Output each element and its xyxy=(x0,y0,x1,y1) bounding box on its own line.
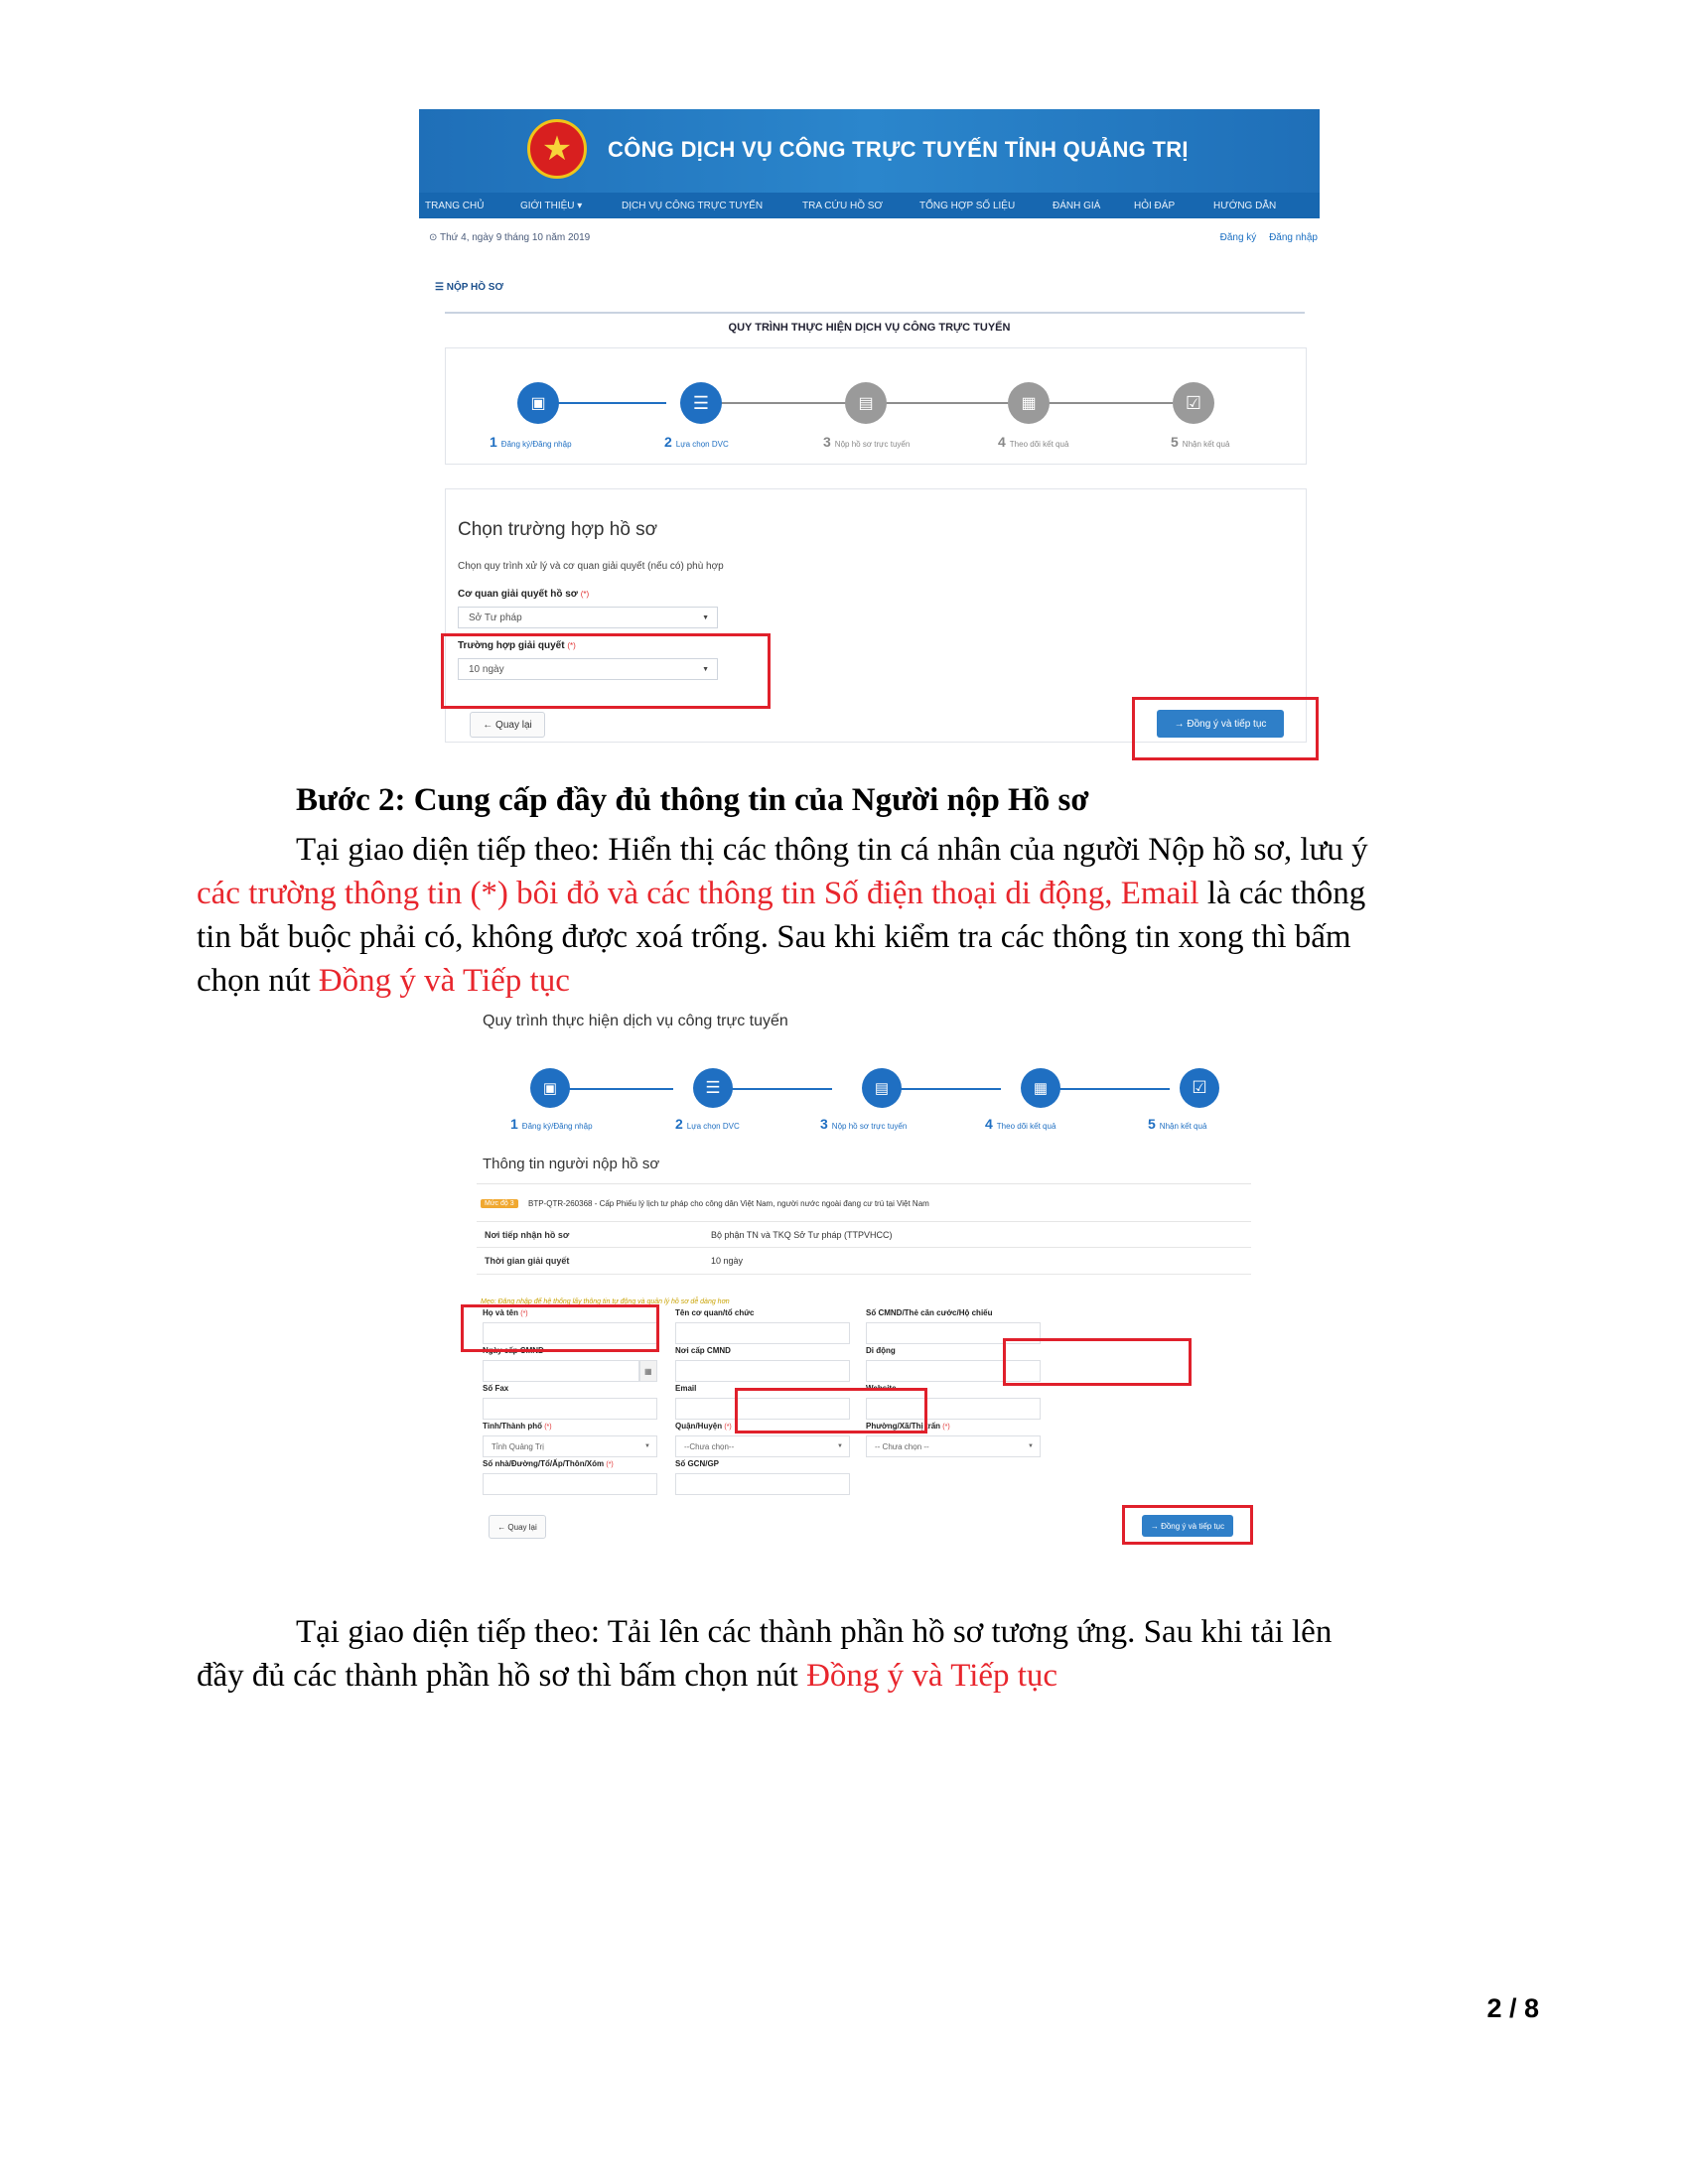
mobile-label: Di động xyxy=(866,1346,896,1355)
agency-label: Cơ quan giải quyết hồ sơ (*) xyxy=(458,589,590,600)
form-hint: Chọn quy trình xử lý và cơ quan giải quyết (nếu có) phù hợp xyxy=(458,561,724,572)
highlight-case-field xyxy=(441,633,771,709)
step-4-label: 4 Theo dõi kết quả xyxy=(998,434,1069,450)
step-2-label: 2 Lựa chọn DVC xyxy=(675,1116,740,1132)
page-number: 2 / 8 xyxy=(1486,1993,1539,2023)
issue-place-label: Nơi cấp CMND xyxy=(675,1346,731,1355)
paragraph-line: tin bắt buộc phải có, không được xoá trống. Sau khi kiểm tra các thông tin xong thì bấm xyxy=(197,919,1351,955)
id-number-label: Số CMND/Thẻ căn cước/Hộ chiếu xyxy=(866,1308,993,1317)
street-address-label: Số nhà/Đường/Tổ/Ấp/Thôn/Xóm (*) xyxy=(483,1459,614,1468)
street-address-input[interactable] xyxy=(483,1473,657,1495)
id-card-icon: ▣ xyxy=(517,382,559,424)
clipboard-icon: ▦ xyxy=(1008,382,1050,424)
issue-date-input[interactable] xyxy=(483,1360,639,1382)
email-label: Email xyxy=(675,1384,697,1393)
step-1-label: 1 Đăng ký/Đăng nhập xyxy=(510,1116,593,1132)
screenshot-select-case xyxy=(419,109,1320,745)
process-title: QUY TRÌNH THỰC HIỆN DỊCH VỤ CÔNG TRỰC TUYẾN xyxy=(728,322,1011,334)
process-steps xyxy=(445,347,1307,465)
upload-document-icon: ▤ xyxy=(862,1068,902,1108)
district-label: Quận/Huyện (*) xyxy=(675,1422,732,1431)
license-number-input[interactable] xyxy=(675,1473,850,1495)
nav-rating[interactable]: ĐÁNH GIÁ xyxy=(1053,201,1101,211)
nav-home[interactable]: TRANG CHỦ xyxy=(425,201,485,211)
step-5-label: 5 Nhận kết quả xyxy=(1148,1116,1207,1132)
calendar-icon[interactable]: ▦ xyxy=(639,1360,657,1382)
upload-document-icon: ▤ xyxy=(845,382,887,424)
step-connector xyxy=(700,402,849,404)
nav-statistics[interactable]: TỔNG HỢP SỐ LIỆU xyxy=(919,201,1016,211)
highlight-agree-button xyxy=(1132,697,1319,760)
date-line xyxy=(429,232,590,243)
divider xyxy=(477,1183,1251,1184)
chevron-down-icon: ▼ xyxy=(702,614,709,621)
login-tip: Mẹo: Đăng nhập để hệ thống lấy thông tin tự động và quản lý hồ sơ dễ dàng hơn xyxy=(481,1298,730,1305)
process-title: Quy trình thực hiện dịch vụ công trực tuyến xyxy=(483,1013,788,1029)
service-line: BTP-QTR-260368 - Cấp Phiếu lý lịch tư pháp cho công dân Việt Nam, người nước ngoài đang cư trú tại Việt Nam xyxy=(528,1199,929,1208)
license-number-label: Số GCN/GP xyxy=(675,1459,720,1468)
agree-continue-button[interactable]: → Đồng ý và tiếp tục xyxy=(1142,1515,1233,1537)
issue-place-input[interactable] xyxy=(675,1360,850,1382)
paragraph-line: Tại giao diện tiếp theo: Tải lên các thành phần hồ sơ tương ứng. Sau khi tải lên xyxy=(296,1614,1333,1650)
issue-date-label: Ngày cấp CMND xyxy=(483,1346,544,1355)
chevron-down-icon: ▼ xyxy=(702,665,709,673)
chevron-down-icon: ▼ xyxy=(644,1443,650,1449)
step-3-label: 3 Nộp hồ sơ trực tuyến xyxy=(823,434,911,450)
fax-input[interactable] xyxy=(483,1398,657,1420)
level-badge: Mức độ 3 xyxy=(481,1199,518,1208)
highlight-agree-button xyxy=(1122,1505,1253,1545)
full-name-label: Họ và tên (*) xyxy=(483,1308,528,1317)
auth-links xyxy=(1210,232,1318,243)
district-select[interactable]: --Chưa chọn-- ▼ xyxy=(675,1435,850,1457)
paragraph-line: đầy đủ các thành phần hồ sơ thì bấm chọn nút Đồng ý và Tiếp tục xyxy=(197,1658,1058,1694)
screenshot-applicant-info xyxy=(467,1005,1266,1592)
ward-label: Phường/Xã/Thị trấn (*) xyxy=(866,1422,950,1431)
table-row: Nơi tiếp nhận hồ sơ Bộ phận TN và TKQ Sở Tư pháp (TTPVHCC) xyxy=(477,1221,1251,1248)
list-icon: ☰ xyxy=(435,282,444,293)
chevron-down-icon: ▼ xyxy=(837,1443,843,1449)
table-row: Thời gian giải quyết 10 ngày xyxy=(477,1247,1251,1275)
main-nav xyxy=(419,193,1320,218)
step-5-label: 5 Nhận kết quả xyxy=(1171,434,1230,450)
agency-select[interactable]: Sở Tư pháp ▼ xyxy=(458,607,718,628)
paragraph-line: các trường thông tin (*) bôi đỏ và các thông tin Số điện thoại di động, Email là các thông xyxy=(197,876,1366,911)
nav-guide[interactable]: HƯỚNG DẪN xyxy=(1213,201,1277,211)
step-2-label: 2 Lựa chọn DVC xyxy=(664,434,729,450)
clock-icon: ⊙ xyxy=(429,232,440,243)
list-icon: ☰ xyxy=(693,1068,733,1108)
case-label: Trường hợp giải quyết (*) xyxy=(458,640,576,651)
back-button[interactable]: ← Quay lại xyxy=(489,1515,546,1539)
nav-lookup[interactable]: TRA CỨU HỒ SƠ xyxy=(802,201,884,211)
back-button[interactable]: ← Quay lại xyxy=(470,712,545,738)
step-connector xyxy=(883,402,1008,404)
section-title: Thông tin người nộp hồ sơ xyxy=(483,1156,660,1172)
step-connector xyxy=(554,1088,673,1090)
province-label: Tỉnh/Thành phố (*) xyxy=(483,1422,552,1431)
highlight-email xyxy=(735,1388,927,1433)
organization-label: Tên cơ quan/tổ chức xyxy=(675,1308,755,1317)
national-emblem-icon: ★ xyxy=(527,119,587,179)
nav-online-services[interactable]: DỊCH VỤ CÔNG TRỰC TUYẾN xyxy=(622,201,764,211)
step2-heading: Bước 2: Cung cấp đầy đủ thông tin của Người nộp Hồ sơ xyxy=(296,782,1089,818)
ward-select[interactable]: -- Chưa chọn -- ▼ xyxy=(866,1435,1041,1457)
checkbox-icon: ☑ xyxy=(1173,382,1214,424)
agree-continue-button[interactable]: → Đồng ý và tiếp tục xyxy=(1157,710,1284,738)
portal-banner xyxy=(419,109,1320,218)
step-connector xyxy=(1042,402,1173,404)
province-select[interactable]: Tỉnh Quảng Trị ▼ xyxy=(483,1435,657,1457)
case-select[interactable]: 10 ngày ▼ xyxy=(458,658,718,680)
current-date: Thứ 4, ngày 9 tháng 10 năm 2019 xyxy=(439,232,591,243)
id-card-icon: ▣ xyxy=(530,1068,570,1108)
step-4-label: 4 Theo dõi kết quả xyxy=(985,1116,1056,1132)
login-link[interactable]: Đăng nhập xyxy=(1269,232,1318,243)
portal-title: CÔNG DỊCH VỤ CÔNG TRỰC TUYẾN TỈNH QUẢNG TRỊ xyxy=(608,137,1189,162)
checkbox-icon: ☑ xyxy=(1180,1068,1219,1108)
fax-label: Số Fax xyxy=(483,1384,509,1393)
chevron-down-icon: ▼ xyxy=(1028,1443,1034,1449)
list-icon: ☰ xyxy=(680,382,722,424)
paragraph-line: chọn nút Đồng ý và Tiếp tục xyxy=(197,963,570,999)
register-link[interactable]: Đăng ký xyxy=(1219,232,1257,243)
paragraph-line: Tại giao diện tiếp theo: Hiển thị các thông tin cá nhân của người Nộp hồ sơ, lưu ý xyxy=(296,832,1368,868)
nav-qa[interactable]: HỎI ĐÁP xyxy=(1134,201,1176,211)
highlight-mobile xyxy=(1003,1338,1192,1386)
form-heading: Chọn trường hợp hồ sơ xyxy=(458,519,658,540)
step-1-label: 1 Đăng ký/Đăng nhập xyxy=(490,434,572,450)
organization-input[interactable] xyxy=(675,1322,850,1344)
nav-about[interactable]: GIỚI THIỆU ▾ xyxy=(520,201,583,211)
highlight-full-name xyxy=(461,1304,659,1352)
clipboard-icon: ▦ xyxy=(1021,1068,1060,1108)
divider xyxy=(445,312,1305,314)
step-3-label: 3 Nộp hồ sơ trực tuyến xyxy=(820,1116,908,1132)
section-title: ☰ NỘP HỒ SƠ xyxy=(435,282,503,293)
website-label: Website xyxy=(866,1384,897,1393)
